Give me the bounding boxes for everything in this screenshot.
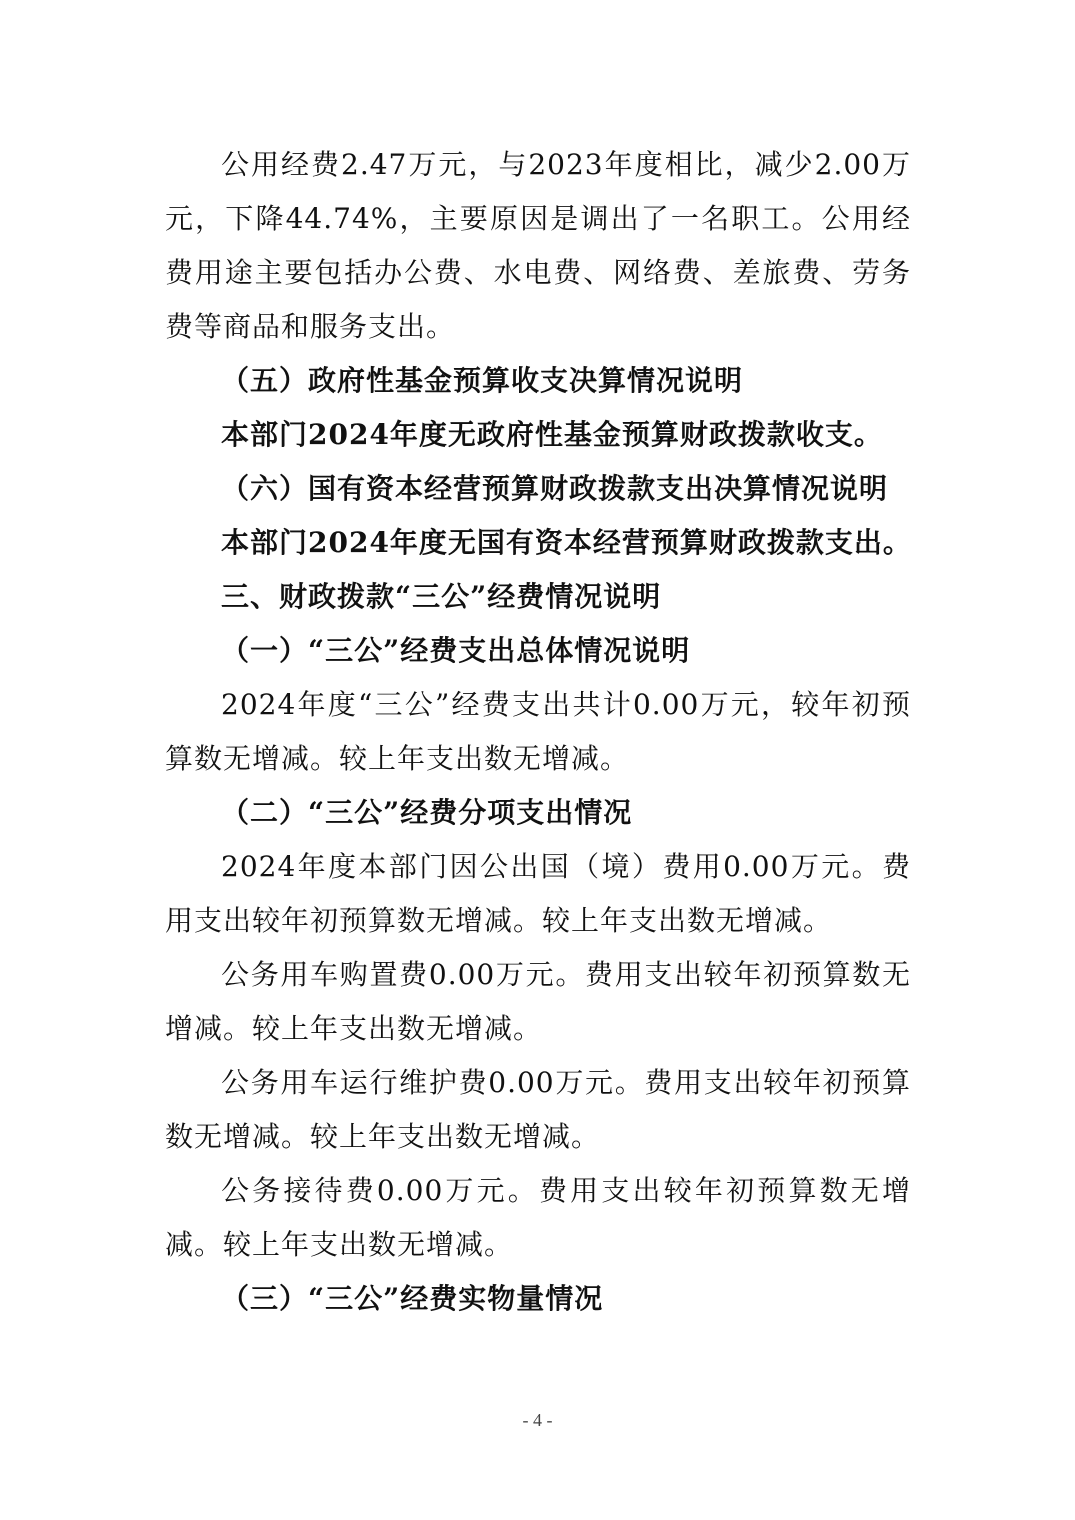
heading-three-public-physical: （三）“三公”经费实物量情况 <box>221 1282 604 1315</box>
paragraph-overseas-travel: 2024年度本部门因公出国（境）费用0.00万元。费用支出较年初预算数无增减。较上年支出数无增减。 <box>165 850 911 937</box>
page-number: - 4 - <box>522 1410 553 1430</box>
statement-no-state-capital: 本部门2024年度无国有资本经营预算财政拨款支出。 <box>221 526 912 559</box>
paragraph-vehicle-operation: 公务用车运行维护费0.00万元。费用支出较年初预算数无增减。较上年支出数无增减。 <box>165 1066 911 1153</box>
paragraph-three-public-overall: 2024年度“三公”经费支出共计0.00万元，较年初预算数无增减。较上年支出数无增减。 <box>165 688 911 775</box>
document-body <box>165 138 911 1326</box>
heading-section-three: 三、财政拨款“三公”经费情况说明 <box>221 580 662 613</box>
paragraph-public-expenses: 公用经费2.47万元，与2023年度相比，减少2.00万元，下降44.74%，主要原因是调出了一名职工。公用经费用途主要包括办公费、水电费、网络费、差旅费、劳务费等商品和服务支出。 <box>165 148 911 343</box>
heading-three-public-items: （二）“三公”经费分项支出情况 <box>221 796 633 829</box>
paragraph-reception: 公务接待费0.00万元。费用支出较年初预算数无增减。较上年支出数无增减。 <box>165 1174 911 1261</box>
heading-three-public-overall: （一）“三公”经费支出总体情况说明 <box>221 634 691 667</box>
paragraph-vehicle-purchase: 公务用车购置费0.00万元。费用支出较年初预算数无增减。较上年支出数无增减。 <box>165 958 911 1045</box>
heading-state-capital-budget: （六）国有资本经营预算财政拨款支出决算情况说明 <box>221 472 889 505</box>
heading-govt-fund-budget: （五）政府性基金预算收支决算情况说明 <box>221 364 744 397</box>
statement-no-govt-fund: 本部门2024年度无政府性基金预算财政拨款收支。 <box>221 418 883 451</box>
